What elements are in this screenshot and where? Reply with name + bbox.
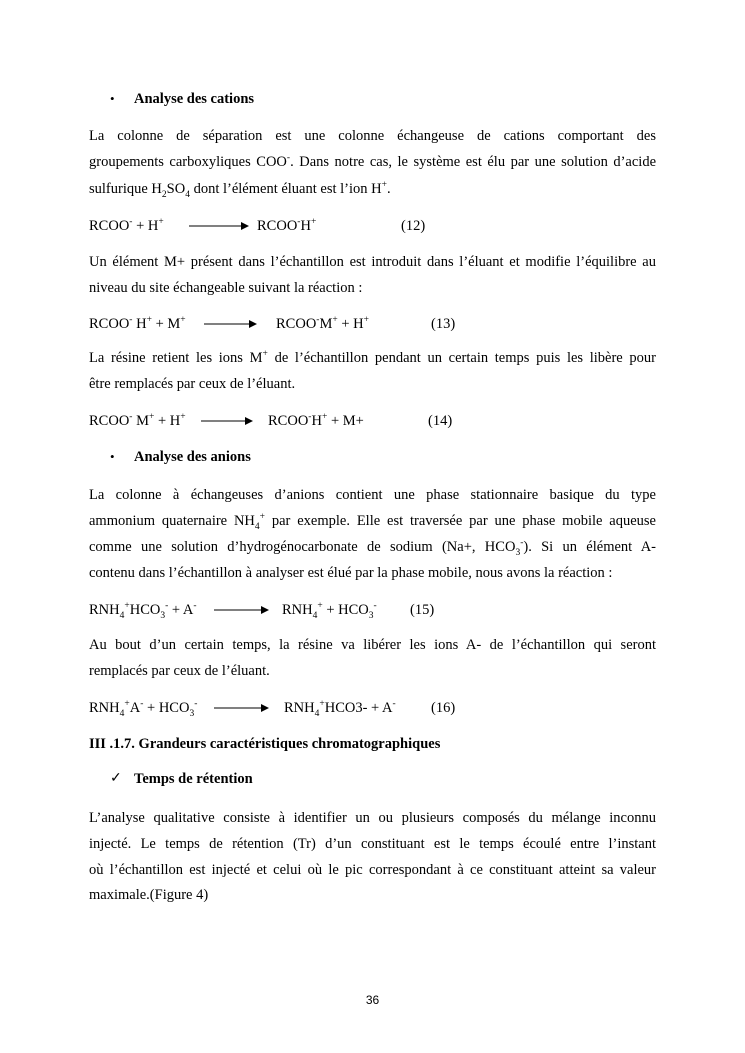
paragraph-line: Au bout d’un certain temps, la résine va libérer les ions A- de l’échantillon qui seront (89, 637, 656, 653)
reaction-arrow-icon (214, 604, 269, 616)
bullet-icon: • (110, 449, 115, 464)
paragraph-line: remplacés par ceux de l’éluant. (89, 663, 270, 679)
equation-12-number: (12) (401, 218, 426, 234)
equation-13-products: RCOO-M+ + H+ (276, 315, 369, 332)
paragraph-line: La colonne à échangeuses d’anions contient une phase stationnaire basique du type (89, 487, 656, 503)
paragraph-line: sulfurique $H_2SO_4$ dont l’élément éluant est l’ion H+. (89, 180, 391, 200)
equation-14-products: RCOO-H+ + M+ (268, 412, 364, 429)
paragraph-line: injecté. Le temps de rétention (Tr) d’un constituant est le temps écoulé entre l’instant (89, 836, 656, 852)
paragraph-line: Un élément M+ présent dans l’échantillon est introduit dans l’éluant et modifie l’équilibre au (89, 254, 656, 270)
equation-15-number: (15) (410, 602, 435, 618)
equation-14-reactants: RCOO- M+ + H+ (89, 412, 186, 429)
section-title-anions: Analyse des anions (134, 449, 251, 465)
checkmark-icon: ✓ (110, 771, 122, 786)
paragraph-line: contenu dans l’échantillon à analyser est élué par la phase mobile, nous avons la réaction : (89, 565, 613, 581)
paragraph-line: La colonne de séparation est une colonne échangeuse de cations comportant des (89, 128, 656, 144)
paragraph-line: niveau du site échangeable suivant la réaction : (89, 280, 363, 296)
paragraph-line: La résine retient les ions M+ de l’échantillon pendant un certain temps puis les libère pour (89, 349, 657, 366)
equation-15-products: $RNH_4^+ + HCO_3^-$ (282, 601, 377, 621)
equation-13-reactants: RCOO- H+ + M+ (89, 315, 186, 332)
section-title-retention: Temps de rétention (134, 771, 253, 787)
paragraph-line: être remplacés par ceux de l’éluant. (89, 376, 296, 392)
equation-14-number: (14) (428, 413, 453, 429)
equation-16-products: $RNH_4^+HCO3- + A^-$ (284, 699, 396, 719)
paragraph-line: maximale.(Figure 4) (89, 887, 209, 903)
equation-16-reactants: $RNH_4^+A^- + HCO_3^-$ (89, 699, 198, 719)
equation-15-reactants: $RNH_4^+HCO_3^- + A^-$ (89, 601, 197, 621)
reaction-arrow-icon (214, 702, 269, 714)
page-number: 36 (365, 993, 380, 1007)
paragraph-line: ammonium quaternaire $NH_4^+$ par exemple. Elle est traversée par une phase mobile aqueuse (89, 512, 656, 532)
equation-13-number: (13) (431, 316, 456, 332)
section-title-cations: Analyse des cations (134, 91, 255, 107)
bullet-icon: • (110, 91, 115, 106)
paragraph-line: où l’échantillon est injecté et celui où le pic correspondant à ce constituant atteint sa valeur (89, 862, 656, 878)
reaction-arrow-icon (201, 415, 253, 427)
reaction-arrow-icon (189, 220, 249, 232)
reaction-arrow-icon (204, 318, 257, 330)
equation-12-reactants: RCOO- + H+ (89, 217, 164, 234)
section-heading: III .1.7. Grandeurs caractéristiques chromatographiques (89, 736, 441, 752)
paragraph-line: groupements carboxyliques COO-. Dans notre cas, le système est élu par une solution d’acide (89, 153, 657, 170)
equation-12-products: RCOO-H+ (257, 217, 317, 234)
equation-16-number: (16) (431, 700, 456, 716)
paragraph-line: comme une solution d’hydrogénocarbonate de sodium (Na+, $HCO_3^-$). Si un élément A- (89, 538, 656, 558)
paragraph-line: L’analyse qualitative consiste à identifier un ou plusieurs composés du mélange inconnu (89, 810, 656, 826)
